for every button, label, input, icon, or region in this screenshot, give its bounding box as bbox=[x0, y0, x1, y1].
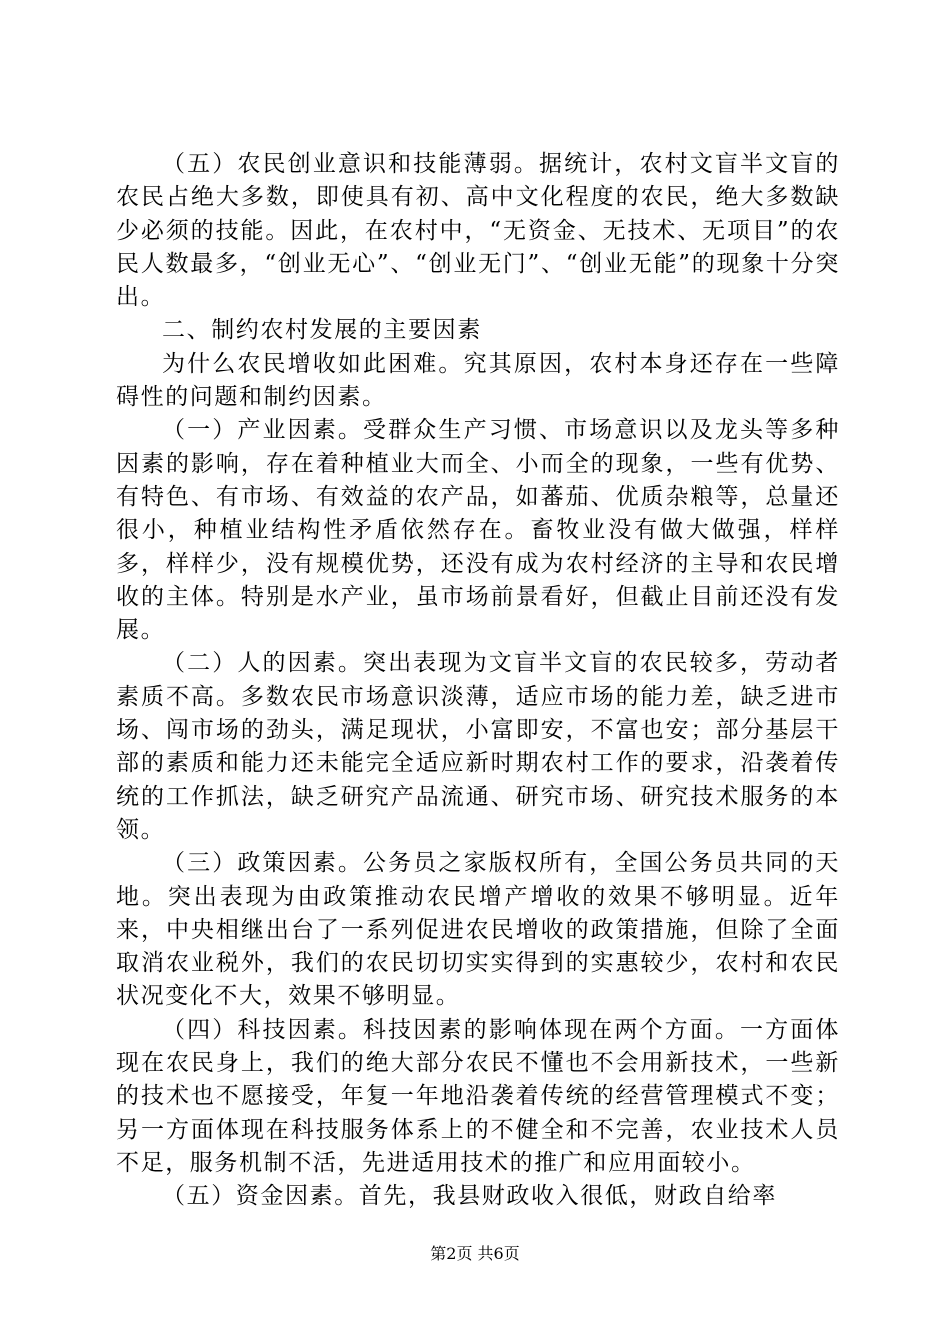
paragraph-entrepreneurship: （五）农民创业意识和技能薄弱。据统计，农村文盲半文盲的农民占绝大多数，即使具有初、高中文化程度的农民，绝大多数缺少必须的技能。因此，在农村中，“无资金、无技术、无项目”的农民人数最多，“创业无心”、“创业无门”、“创业无能”的现象十分突出。 bbox=[116, 151, 840, 311]
page-number: 第2页 共6页 bbox=[430, 1244, 520, 1263]
paragraph-policy-factor: （三）政策因素。公务员之家版权所有，全国公务员共同的天地。突出表现为由政策推动农民增产增收的效果不够明显。近年来，中央相继出台了一系列促进农民增收的政策措施，但除了全面取消农业税外，我们的农民切切实实得到的实惠较少，农村和农民状况变化不大，效果不够明显。 bbox=[116, 850, 840, 1010]
paragraph-industry-factor: （一）产业因素。受群众生产习惯、市场意识以及龙头等多种因素的影响，存在着种植业大而全、小而全的现象，一些有优势、有特色、有市场、有效益的农产品，如蕃茄、优质杂粮等，总量还很小，种植业结构性矛盾依然存在。畜牧业没有做大做强，样样多，样样少，没有规模优势，还没有成为农村经济的主导和农民增收的主体。特别是水产业，虽市场前景看好，但截止目前还没有发展。 bbox=[116, 417, 840, 644]
paragraph-intro: 为什么农民增收如此困难。究其原因，农村本身还存在一些障碍性的问题和制约因素。 bbox=[116, 350, 840, 411]
paragraph-technology-factor: （四）科技因素。科技因素的影响体现在两个方面。一方面体现在农民身上，我们的绝大部分农民不懂也不会用新技术，一些新的技术也不愿接受，年复一年地沿袭着传统的经营管理模式不变；另一方面体现在科技服务体系上的不健全和不完善，农业技术人员不足，服务机制不活，先进适用技术的推广和应用面较小。 bbox=[116, 1016, 840, 1176]
section-heading-constraints: 二、制约农村发展的主要因素 bbox=[162, 317, 482, 344]
paragraph-funding-factor: （五）资金因素。首先，我县财政收入很低，财政自给率 bbox=[162, 1183, 777, 1210]
document-body bbox=[116, 148, 840, 1214]
paragraph-human-factor: （二）人的因素。突出表现为文盲半文盲的农民较多，劳动者素质不高。多数农民市场意识淡薄，适应市场的能力差，缺乏进市场、闯市场的劲头，满足现状，小富即安，不富也安；部分基层干部的素质和能力还未能完全适应新时期农村工作的要求，沿袭着传统的工作抓法，缺乏研究产品流通、研究市场、研究技术服务的本领。 bbox=[116, 650, 840, 843]
